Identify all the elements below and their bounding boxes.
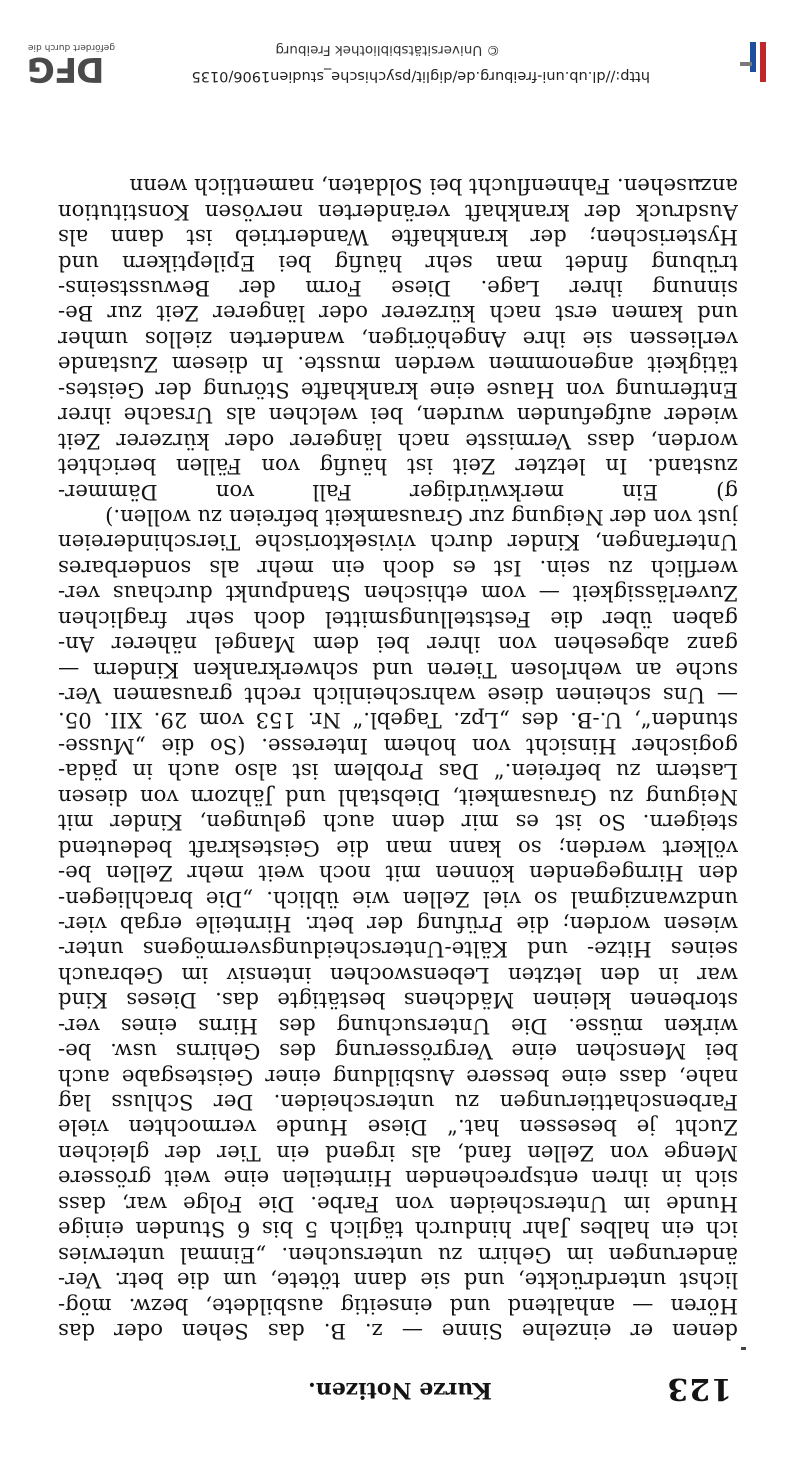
text-line: wieder aufgefunden wurden, bei welchen als Ursache ihrer (58, 403, 738, 429)
text-line: stunden“, U.-B. des „Lpz. Tagebl.“ Nr. 153 vom 29. XII. 05. (58, 708, 738, 734)
text-line: wirken müsse. Die Untersuchung des Hirns eines ver- (58, 1013, 738, 1039)
text-line: Hysterischen; der krankhafte Wandertrieb ist dann als (58, 225, 738, 251)
text-line: worden, dass Vermisste nach längerer oder kürzerer Zeit (58, 428, 738, 454)
text-line: verliessen sie ihre Angehörigen, wanderten ziellos umher (58, 326, 738, 352)
text-line: war in den letzten Lebenswochen intensiv im Gebrauch (58, 962, 738, 988)
text-line: Hören — anhaltend und einseitig ausbildete, bezw. mög- (58, 1293, 738, 1319)
text-line: lichst unterdrückte, und sie dann tötete, um die betr. Ver- (58, 1268, 738, 1294)
text-line: gogischer Hinsicht von hohem Interesse. (So die „Musse- (58, 733, 738, 759)
text-line: wiesen worden; die Prüfung der betr. Hirnteile ergab vier- (58, 912, 738, 937)
dfg-tagline: gefördert durch die (28, 42, 115, 52)
text-line: ganz abgesehen von ihrer bei dem Mangel näherer An- (58, 632, 738, 658)
text-line: Menge von Zellen fand, als irgend ein Tier der gleichen (58, 1140, 738, 1166)
text-line: Ausdruck der krankhaft veränderten nervösen Konstitution (58, 199, 738, 225)
text-line: Zucht je besessen hat.“ Diese Hunde vermochten viele (58, 1115, 738, 1141)
text-line: g) Ein merkwürdiger Fall von Dämmer- (58, 479, 738, 505)
text-line: Hunde im Unterscheiden von Farbe. Die Folge war, dass (58, 1191, 738, 1217)
text-line: Unterfangen, Kinder durch vivisektorische Tierschindereien (58, 530, 738, 556)
text-line: steigern. So ist es mir denn auch gelungen, Kinder mit (58, 810, 738, 836)
footer-url[interactable]: http://dl.ub.uni-freiburg.de/diglit/psychische_studien1906/0135 (191, 68, 650, 84)
running-head: Kurze Notizen. (308, 1377, 492, 1403)
dfg-logo (28, 41, 115, 89)
text-line: Lastern zu befreien.“ Das Problem ist also auch in päda- (58, 759, 738, 785)
page-number: 123 (666, 1371, 732, 1406)
text-line: ich ein halbes Jahr hindurch täglich 5 bis 6 Stunden einige (58, 1217, 738, 1243)
text-line: änderungen im Gehirn zu untersuchen. „Einmal unterwies (58, 1242, 738, 1268)
text-line: werflich zu sein. Ist es doch ein mehr als sonderbares (58, 555, 738, 581)
text-line: Zuverlässigkeit — vom ethischen Standpunkt durchaus ver- (58, 581, 738, 607)
text-line: völkert werden; so kann man die Geisteskraft bedeutend (58, 835, 738, 861)
text-line: Entfernung von Hause eine krankhafte Störung der Geistes- (58, 377, 738, 403)
text-line: storbenen kleinen Mädchens bestätigte das. Dieses Kind (58, 988, 738, 1014)
text-line: sich in ihren entsprechenden Hirnteilen eine weit grössere (58, 1166, 738, 1192)
page-footer (0, 0, 800, 102)
text-line: just von der Neigung zur Grausamkeit befreien zu wollen.) (105, 505, 738, 530)
page-header (68, 1370, 732, 1410)
text-line: anzusehen. Fahnenflucht bei Soldaten, namentlich wenn (129, 174, 738, 200)
text-line: trübung findet man sehr häufig bei Epileptikern und (58, 250, 738, 276)
margin-mark (741, 1347, 746, 1350)
text-line: tätigkeit angenommen werden musste. In diesem Zustande (58, 352, 738, 378)
body-text (58, 174, 738, 1344)
text-line: nahe, dass eine bessere Ausbildung einer Geistesgabe auch (58, 1064, 738, 1090)
dfg-logo-letters: DFG (28, 49, 105, 89)
text-line: undzwanzigmal so viel Zellen wie üblich. „Die brachliegen- (58, 886, 738, 912)
text-line: denen er einzelne Sinne — z. B. das Sehen oder das (58, 1319, 738, 1344)
text-line: Neigung zu Grausamkeit, Diebstahl und Jähzorn von diesen (58, 784, 738, 810)
text-line: gaben über die Feststellungsmittel doch sehr fraglichen (58, 606, 738, 632)
text-line: den Hirngegenden können mit noch weit mehr Zellen be- (58, 861, 738, 887)
text-line: — Uns scheinen diese wahrscheinlich recht grausamen Ver- (58, 683, 738, 709)
footer-copyright: © Universitätsbibliothek Freiburg (275, 42, 500, 58)
text-line: bei Menschen eine Vergrösserung des Gehirns usw. be- (58, 1039, 738, 1065)
text-line: sinnung ihrer Lage. Diese Form der Bewusstseins- (58, 276, 738, 302)
text-line: und kamen erst nach kürzerer oder längerer Zeit zur Be- (58, 301, 738, 327)
text-line: seines Hitze- und Kälte-Unterscheidungsvermögens unter- (58, 937, 738, 963)
text-line: zustand. In letzter Zeit ist häufig von Fällen berichtet (58, 454, 738, 480)
ub-freiburg-logo-icon (744, 42, 766, 82)
text-line: Farbenschattierungen zu unterscheiden. Der Schluss lag (58, 1090, 738, 1116)
text-line: suche an wehrlosen Tieren und schwerkranken Kindern — (58, 657, 738, 683)
